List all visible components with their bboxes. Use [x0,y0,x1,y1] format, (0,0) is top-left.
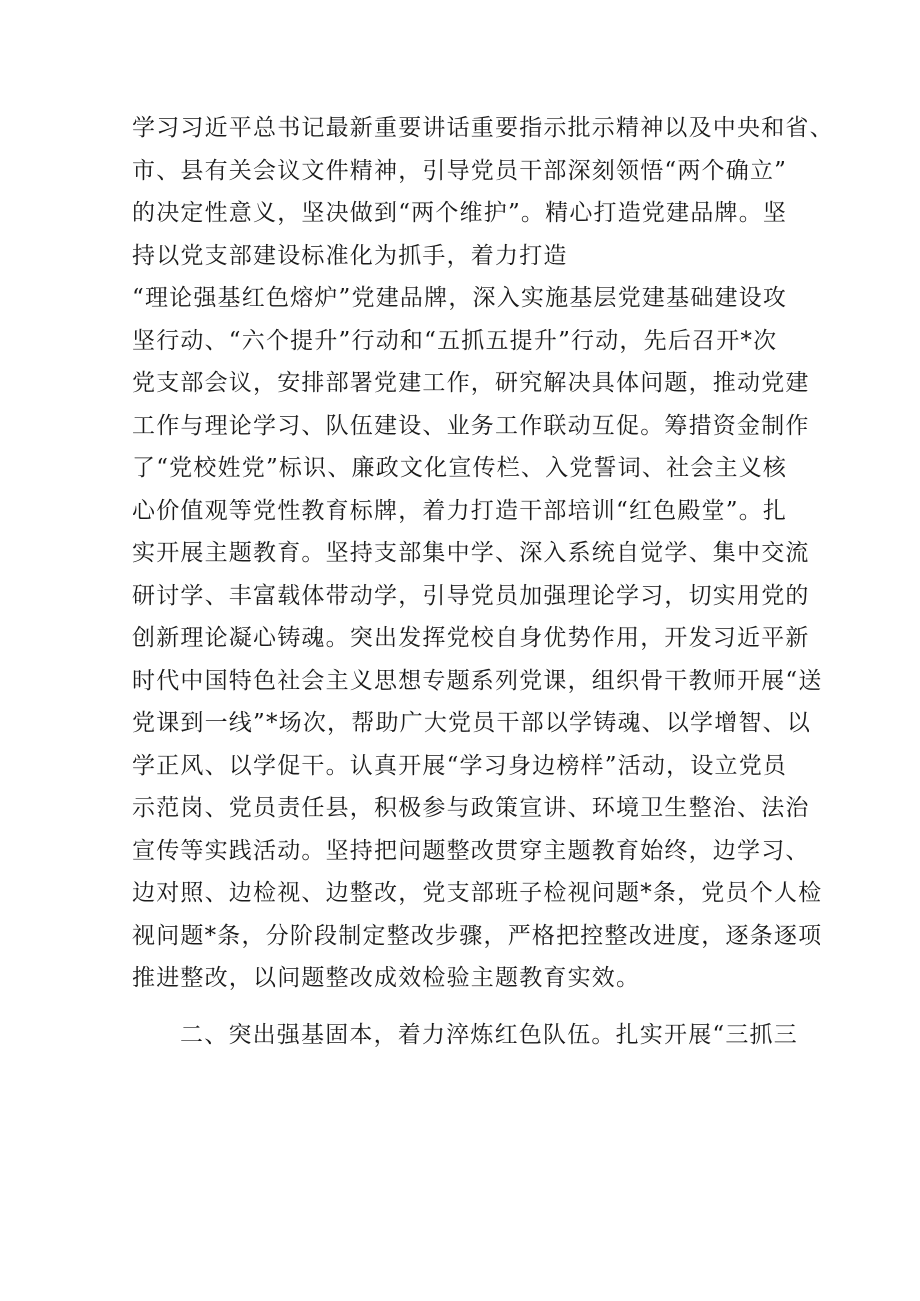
text-line: 学习习近平总书记最新重要讲话重要指示批示精神以及中央和省、 [132,115,834,141]
text-line: 推进整改，以问题整改成效检验主题教育实效。 [132,965,641,991]
text-line: 研讨学、丰富载体带动学，引导党员加强理论学习，切实用党的 [132,582,810,609]
text-line: 工作与理论学习、队伍建设、业务工作联动互促。筹措资金制作 [132,412,810,439]
text-line: 视问题*条，分阶段制定整改步骤，严格把控整改进度，逐条逐项 [132,922,823,949]
text-line: 心价值观等党性教育标牌，着力打造干部培训“红色殿堂”。扎 [132,497,788,524]
text-line: 实开展主题教育。坚持支部集中学、深入系统自觉学、集中交流 [132,540,810,566]
paragraph-2 [132,1014,798,1057]
text-line: 学正风、以学促干。认真开展“学习身边榜样”活动，设立党员 [132,752,788,779]
paragraph-1 [132,107,834,1000]
text-line: 边对照、边检视、边整改，党支部班子检视问题*条，党员个人检 [132,880,823,906]
section-heading-line: 二、突出强基固本，着力淬炼红色队伍。扎实开展“三抓三 [180,1021,798,1048]
text-line: 党支部会议，安排部署党建工作，研究解决具体问题，推动党建 [132,370,810,396]
text-line: 创新理论凝心铸魂。突出发挥党校自身优势作用，开发习近平新 [132,625,810,651]
paragraph-gap [132,1000,792,1014]
text-line: 的决定性意义，坚决做到“两个维护”。精心打造党建品牌。坚 [132,200,788,226]
text-line: 宣传等实践活动。坚持把问题整改贯穿主题教育始终，边学习、 [132,837,810,864]
text-line: “理论强基红色熔炉”党建品牌，深入实施基层党建基础建设攻 [132,285,788,311]
text-line: 党课到一线”*场次，帮助广大党员干部以学铸魂、以学增智、以 [132,710,812,736]
text-line: 坚行动、“六个提升”行动和“五抓五提升”行动，先后召开*次 [132,327,778,354]
text-line: 了“党校姓党”标识、廉政文化宣传栏、入党誓词、社会主义核 [132,455,788,481]
text-line: 持以党支部建设标准化为抓手，着力打造 [132,242,568,269]
document-body [132,107,834,1056]
text-line: 市、县有关会议文件精神，引导党员干部深刻领悟“两个确立” [132,157,788,184]
text-line: 时代中国特色社会主义思想专题系列党课，组织骨干教师开展“送 [132,667,823,694]
text-line: 示范岗、党员责任县，积极参与政策宣讲、环境卫生整治、法治 [132,795,810,821]
